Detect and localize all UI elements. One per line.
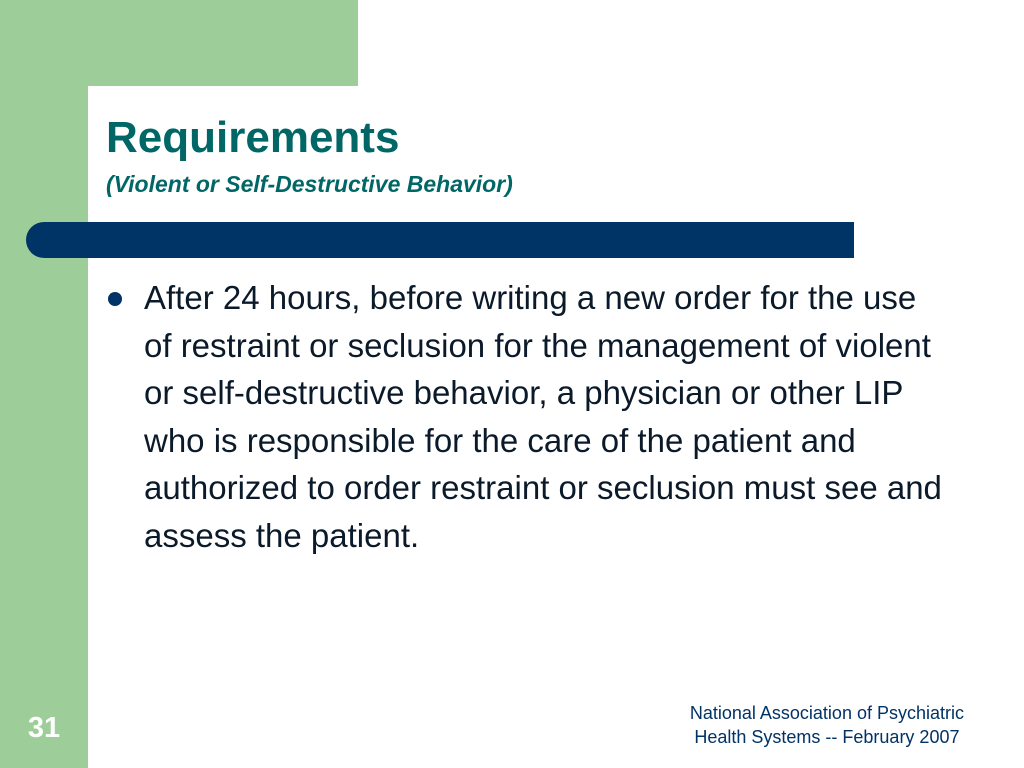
title-divider-bar — [26, 222, 854, 258]
footer-line-1: National Association of Psychiatric — [689, 703, 964, 723]
green-sidebar — [0, 0, 88, 768]
bullet-text: After 24 hours, before writing a new order for the use of restraint or seclusion for the management of violent or self-destructive behavior, a physician or other LIP who is responsible for the care of the patient and authorized to order restraint or seclusion must see and assess the patient. — [144, 279, 942, 554]
slide-subtitle: (Violent or Self-Destructive Behavior) — [106, 171, 513, 197]
bullet-dot-icon — [108, 292, 122, 306]
slide-title: Requirements — [106, 113, 400, 162]
footer-line-2: Health Systems -- February 2007 — [694, 727, 960, 747]
green-top-band — [0, 0, 358, 86]
footer — [690, 701, 964, 749]
page-number: 31 — [27, 712, 61, 744]
bullet-list — [100, 274, 950, 559]
bullet-item — [100, 274, 950, 559]
